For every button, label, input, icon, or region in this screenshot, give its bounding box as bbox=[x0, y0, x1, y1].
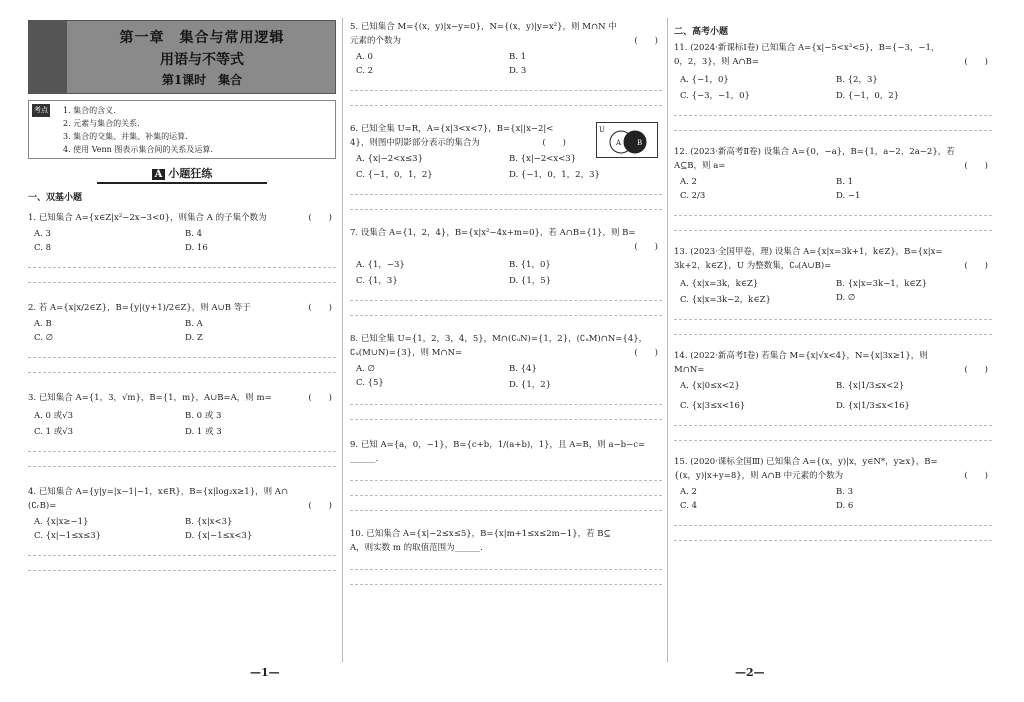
column-2 bbox=[350, 20, 662, 585]
question-9 bbox=[350, 438, 662, 511]
chapter-title-line1: 第一章 集合与常用逻辑 bbox=[119, 30, 285, 46]
key-point: 2. 元素与集合的关系. bbox=[63, 119, 140, 128]
option: A. ∅ bbox=[356, 364, 375, 374]
question-stem-cont: 4}，则图中阴影部分表示的集合为 bbox=[350, 138, 480, 148]
answer-line bbox=[28, 437, 336, 452]
option: A. {x|0≤x<2} bbox=[680, 381, 740, 391]
question-stem-cont: M∩N= bbox=[674, 365, 705, 375]
option: A. {1，−3} bbox=[356, 260, 405, 270]
question-stem: 11. (2024·新课标Ⅰ卷) 已知集合 A={x|−5<x³<5}，B={−3，−1， bbox=[674, 43, 940, 53]
answer-line bbox=[350, 286, 662, 301]
answer-line bbox=[674, 305, 992, 320]
answer-line bbox=[350, 555, 662, 570]
key-point: 1. 集合的含义. bbox=[63, 106, 116, 115]
option: C. {5} bbox=[356, 378, 384, 388]
option: A. {x|x≥−1} bbox=[34, 517, 89, 527]
option: B. 0 或 3 bbox=[185, 411, 222, 421]
question-stem: 3. 已知集合 A={1，3，√m}，B={1，m}，A∪B=A，则 m= bbox=[28, 393, 272, 403]
question-stem-cont: A⊆B，则 a= bbox=[674, 161, 726, 171]
answer-line bbox=[350, 91, 662, 106]
answer-paren: ( ) bbox=[964, 471, 988, 481]
option: A. 2 bbox=[680, 177, 697, 187]
question-12 bbox=[674, 145, 992, 231]
option: A. {x|−2<x≤3} bbox=[356, 154, 423, 164]
question-stem: 12. (2023·新高考Ⅱ卷) 设集合 A={0，−a}，B={1，a−2，2a−2}，若 bbox=[674, 147, 955, 157]
question-stem: 10. 已知集合 A={x|−2≤x≤5}，B={x|m+1≤x≤2m−1}，若 B⊆ bbox=[350, 529, 611, 539]
option: D. 3 bbox=[509, 66, 527, 76]
answer-paren: ( ) bbox=[964, 57, 988, 67]
answer-line bbox=[350, 405, 662, 420]
question-15 bbox=[674, 455, 992, 541]
option: D. −1 bbox=[836, 191, 861, 201]
answer-line bbox=[350, 496, 662, 511]
answer-line bbox=[28, 343, 336, 358]
venn-label-b: B bbox=[637, 139, 643, 147]
question-stem-cont: {(x，y)|x+y=8}，则 A∩B 中元素的个数为 bbox=[674, 471, 844, 481]
option: B. A bbox=[185, 319, 203, 329]
question-stem-cont: ∁ᵤ(M∪N)={3}，则 M∩N= bbox=[350, 348, 463, 358]
answer-line bbox=[674, 511, 992, 526]
option: C. {−3，−1，0} bbox=[680, 91, 750, 101]
question-stem: 15. (2020·课标全国Ⅲ) 已知集合 A={(x，y)|x，y∈N*，y≥x}，B= bbox=[674, 457, 938, 467]
section-heading: 二、高考小题 bbox=[674, 27, 729, 37]
column-3 bbox=[674, 20, 992, 541]
question-stem-cont: A，则实数 m 的取值范围为______. bbox=[350, 543, 483, 553]
key-points-tag: 考点 bbox=[32, 104, 50, 117]
option: D. {x|1/3≤x<16} bbox=[836, 401, 910, 411]
option: D. {1，5} bbox=[509, 276, 552, 286]
option: C. 1 或√3 bbox=[34, 427, 74, 437]
chapter-title-line2: 用语与不等式 bbox=[160, 52, 244, 68]
option: A. 0 或√3 bbox=[34, 411, 73, 421]
option: A. B bbox=[34, 319, 52, 329]
option: B. {4} bbox=[509, 364, 537, 374]
page-number: —1— bbox=[250, 666, 280, 679]
answer-line bbox=[350, 390, 662, 405]
question-10 bbox=[350, 527, 662, 585]
option: B. {x|1/3≤x<2} bbox=[836, 381, 905, 391]
key-points-box bbox=[28, 100, 336, 159]
question-stem: 2. 若 A={x|x/2∈Z}，B={y|(y+1)/2∈Z}，则 A∪B 等于 bbox=[28, 303, 251, 313]
question-3 bbox=[28, 391, 336, 467]
option: B. {2，3} bbox=[836, 75, 878, 85]
option: C. 8 bbox=[34, 243, 52, 253]
question-14 bbox=[674, 349, 992, 441]
question-stem: 7. 设集合 A={1，2，4}，B={x|x²−4x+m=0}，若 A∩B={1}，则 B= bbox=[350, 228, 636, 238]
answer-paren: ( ) bbox=[964, 161, 988, 171]
question-6 bbox=[350, 122, 662, 210]
lesson-title: 第1课时 集合 bbox=[161, 73, 243, 87]
question-stem: 8. 已知全集 U={1，2，3，4，5}，M∩(∁ᵤN)={1，2}，(∁ᵤM)∩N={4}， bbox=[350, 334, 648, 344]
option: B. 1 bbox=[836, 177, 854, 187]
option: C. {1，3} bbox=[356, 276, 398, 286]
option: A. 2 bbox=[680, 487, 697, 497]
banner-badge: A bbox=[152, 169, 166, 180]
question-1 bbox=[28, 211, 336, 283]
option: D. {1，2} bbox=[509, 380, 552, 390]
option: B. {x|−2<x<3} bbox=[509, 154, 577, 164]
option: C. {x|−1≤x≤3} bbox=[34, 531, 102, 541]
answer-line bbox=[674, 201, 992, 216]
option: B. 4 bbox=[185, 229, 203, 239]
option: D. Z bbox=[185, 333, 203, 343]
answer-line bbox=[28, 556, 336, 571]
option: C. {x|3≤x<16} bbox=[680, 401, 746, 411]
venn-label-u: U bbox=[599, 126, 605, 134]
option: D. 16 bbox=[185, 243, 208, 253]
key-point: 4. 使用 Venn 图表示集合间的关系及运算. bbox=[63, 145, 213, 154]
answer-paren: ( ) bbox=[634, 242, 658, 252]
answer-line bbox=[350, 570, 662, 585]
answer-paren: ( ) bbox=[964, 365, 988, 375]
option: D. 1 或 3 bbox=[185, 427, 222, 437]
question-7 bbox=[350, 226, 662, 316]
answer-line bbox=[28, 268, 336, 283]
venn-circle-b bbox=[624, 131, 646, 153]
answer-paren: ( ) bbox=[308, 393, 332, 403]
answer-line bbox=[28, 541, 336, 556]
answer-line bbox=[350, 76, 662, 91]
question-stem-cont: 0，2，3}，则 A∩B= bbox=[674, 57, 759, 67]
option: B. 3 bbox=[836, 487, 854, 497]
answer-line bbox=[674, 320, 992, 335]
key-point: 3. 集合的交集、并集、补集的运算. bbox=[63, 132, 188, 141]
answer-line bbox=[350, 301, 662, 316]
section-heading: 一、双基小题 bbox=[28, 193, 83, 203]
answer-paren: ( ) bbox=[542, 138, 566, 148]
option: C. 2 bbox=[356, 66, 374, 76]
answer-line bbox=[674, 426, 992, 441]
option: C. 2/3 bbox=[680, 191, 706, 201]
option: D. 6 bbox=[836, 501, 854, 511]
chapter-header bbox=[28, 20, 336, 94]
question-stem-cont: (∁ᵣB)= bbox=[28, 501, 57, 511]
banner-text: 小题狂练 bbox=[168, 167, 213, 180]
question-5 bbox=[350, 20, 662, 106]
option: B. 1 bbox=[509, 52, 527, 62]
option: D. {−1，0，1，2，3} bbox=[509, 170, 600, 180]
option: A. {x|x=3k，k∈Z} bbox=[680, 279, 759, 289]
answer-line bbox=[350, 195, 662, 210]
answer-paren: ( ) bbox=[308, 213, 332, 223]
column-1 bbox=[28, 20, 336, 571]
venn-diagram bbox=[596, 122, 658, 158]
question-11 bbox=[674, 41, 992, 131]
question-stem: 9. 已知 A={a，0，−1}，B={c+b，1/(a+b)，1}，且 A=B，则 a−b−c= bbox=[350, 440, 646, 450]
question-stem: 5. 已知集合 M={(x，y)|x−y=0}，N={(x，y)|y=x²}，则 M∩N 中 bbox=[350, 22, 617, 32]
answer-line bbox=[674, 411, 992, 426]
question-8 bbox=[350, 332, 662, 420]
answer-paren: ( ) bbox=[308, 303, 332, 313]
answer-line bbox=[28, 253, 336, 268]
answer-line bbox=[674, 116, 992, 131]
answer-line bbox=[28, 358, 336, 373]
question-stem-cont: 3k+2，k∈Z}，U 为整数集，∁ᵤ(A∪B)= bbox=[674, 261, 832, 271]
question-stem: 13. (2023·全国甲卷，理) 设集合 A={x|x=3k+1，k∈Z}，B={x|x= bbox=[674, 247, 943, 257]
option: A. 3 bbox=[34, 229, 51, 239]
option: C. ∅ bbox=[34, 333, 54, 343]
option: C. {−1，0，1，2} bbox=[356, 170, 433, 180]
answer-line bbox=[350, 180, 662, 195]
answer-paren: ( ) bbox=[634, 348, 658, 358]
option: B. {x|x<3} bbox=[185, 517, 233, 527]
option: B. {1，0} bbox=[509, 260, 551, 270]
question-stem: 1. 已知集合 A={x∈Z|x²−2x−3<0}，则集合 A 的子集个数为 bbox=[28, 213, 267, 223]
option: D. {x|−1≤x<3} bbox=[185, 531, 253, 541]
column-divider bbox=[342, 18, 343, 662]
answer-line bbox=[350, 481, 662, 496]
option: D. ∅ bbox=[836, 293, 856, 303]
option: B. {x|x=3k−1，k∈Z} bbox=[836, 279, 927, 289]
question-stem: 4. 已知集合 A={y|y=|x−1|−1，x∈R}，B={x|log₂x≥1}，则 A∩ bbox=[28, 487, 289, 497]
header-photo bbox=[29, 21, 67, 93]
question-stem-cont: 元素的个数为 bbox=[350, 36, 402, 46]
option: C. 4 bbox=[680, 501, 698, 511]
page-number: —2— bbox=[735, 666, 765, 679]
question-stem-cont: ______. bbox=[350, 454, 379, 464]
answer-line bbox=[674, 526, 992, 541]
option: C. {x|x=3k−2，k∈Z} bbox=[680, 295, 771, 305]
answer-line bbox=[674, 216, 992, 231]
section-banner bbox=[97, 165, 267, 184]
answer-line bbox=[674, 101, 992, 116]
column-divider bbox=[667, 18, 668, 662]
question-2 bbox=[28, 301, 336, 373]
venn-label-a: A bbox=[616, 139, 622, 147]
answer-paren: ( ) bbox=[308, 501, 332, 511]
answer-line bbox=[28, 452, 336, 467]
question-stem: 14. (2022·新高考Ⅰ卷) 若集合 M={x|√x<4}，N={x|3x≥1}，则 bbox=[674, 351, 928, 361]
answer-line bbox=[350, 466, 662, 481]
question-13 bbox=[674, 245, 992, 335]
option: A. {−1，0} bbox=[680, 75, 729, 85]
option: D. {−1，0，2} bbox=[836, 91, 900, 101]
answer-paren: ( ) bbox=[634, 36, 658, 46]
question-stem: 6. 已知全集 U=R，A={x|3<x<7}，B={x||x−2|< bbox=[350, 124, 554, 134]
answer-paren: ( ) bbox=[964, 261, 988, 271]
option: A. 0 bbox=[356, 52, 373, 62]
question-4 bbox=[28, 485, 336, 571]
